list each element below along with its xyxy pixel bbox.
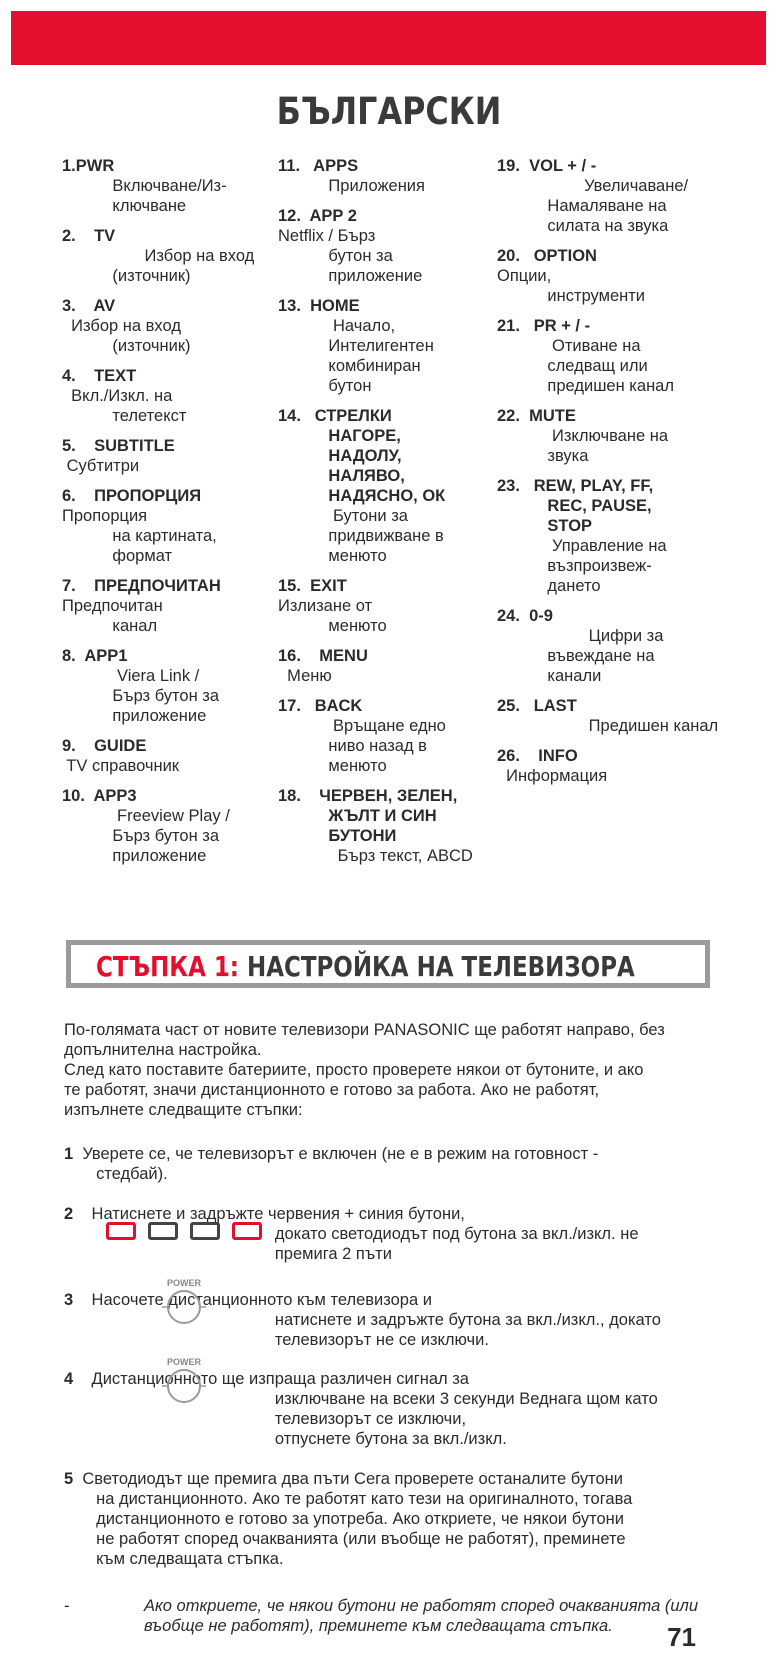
button-label: 25. LAST bbox=[497, 697, 577, 715]
button-description: Включване/Из- ключване bbox=[112, 177, 227, 215]
step-item bbox=[64, 1144, 598, 1184]
step-item bbox=[64, 1369, 658, 1449]
step-heading bbox=[96, 950, 635, 983]
remote-button-entry bbox=[497, 406, 737, 466]
button-label: 14. СТРЕЛКИ НАГОРЕ, НАДОЛУ, НАЛЯВО, НАДЯСНО, ОК bbox=[278, 407, 446, 505]
button-label: 17. BACK bbox=[278, 697, 363, 715]
note-dash: - bbox=[64, 1597, 70, 1615]
button-description: Начало, Интелигентен комбиниран бутон bbox=[328, 317, 434, 395]
button-description: Отиване на следващ или предишен канал bbox=[547, 337, 674, 395]
step-num: 5 bbox=[64, 1470, 74, 1488]
button-label: 5. SUBTITLE bbox=[62, 437, 175, 455]
step-num: 3 bbox=[64, 1291, 74, 1309]
button-label: 13. HOME bbox=[278, 297, 360, 315]
step-item bbox=[64, 1469, 632, 1569]
button-label: 16. MENU bbox=[278, 647, 368, 665]
header-red-bar bbox=[11, 11, 766, 65]
button-description: Цифри за въвеждане на канали bbox=[547, 627, 664, 685]
step-num: 2 bbox=[64, 1205, 74, 1223]
button-description: Пропорция на картината, формат bbox=[62, 507, 217, 565]
button-description: Viera Link / Бърз бутон за приложение bbox=[112, 667, 220, 725]
button-label: 18. ЧЕРВЕН, ЗЕЛЕН, ЖЪЛТ И СИН БУТОНИ bbox=[278, 787, 458, 845]
remote-button-entry bbox=[497, 696, 737, 736]
button-label: 10. APP3 bbox=[62, 787, 137, 805]
button-label: 19. VOL + / - bbox=[497, 157, 597, 175]
remote-button-entry bbox=[278, 696, 493, 776]
yellow-button-icon bbox=[190, 1222, 220, 1240]
note bbox=[64, 1596, 699, 1635]
button-label: 9. GUIDE bbox=[62, 737, 147, 755]
button-description: Избор на вход (източник) bbox=[112, 247, 255, 285]
remote-button-entry bbox=[62, 296, 272, 356]
remote-button-entry bbox=[62, 736, 272, 776]
power-button-icon bbox=[160, 1278, 208, 1326]
remote-button-entry bbox=[62, 436, 272, 476]
step-text: Насочете дистанционното към телевизора и натиснете и задръжте бутона за вкл./изкл., докато телевизорът не се изключи. bbox=[91, 1291, 661, 1349]
remote-button-entry bbox=[278, 646, 493, 686]
button-description: Информация bbox=[497, 767, 608, 785]
button-description: Бутони за придвижване в менюто bbox=[328, 507, 444, 565]
button-description: Изключване на звука bbox=[547, 427, 668, 465]
remote-button-entry bbox=[497, 476, 737, 596]
remote-button-entry bbox=[497, 606, 737, 686]
button-description: Управление на възпроизвеж- дането bbox=[547, 537, 667, 595]
step-text: Натиснете и задръжте червения + синия бутони, докато светодиодът под бутона за вкл./изкл. не премига 2 пъти bbox=[91, 1205, 639, 1263]
button-label: 2. TV bbox=[62, 227, 116, 245]
button-label: 26. INFO bbox=[497, 747, 578, 765]
power-label: POWER bbox=[166, 1357, 201, 1367]
red-button-icon bbox=[106, 1222, 136, 1240]
button-list-column-1 bbox=[62, 156, 272, 876]
button-label: 15. EXIT bbox=[278, 577, 347, 595]
blue-button-icon bbox=[232, 1222, 262, 1240]
button-description: Увеличаване/ Намаляване на силата на звука bbox=[547, 177, 689, 235]
button-label: 7. ПРЕДПОЧИТАН bbox=[62, 577, 221, 595]
button-label: 12. APP 2 bbox=[278, 207, 357, 225]
button-label: 1.PWR bbox=[62, 157, 115, 175]
button-label: 11. APPS bbox=[278, 157, 359, 175]
button-label: 22. MUTE bbox=[497, 407, 576, 425]
button-description: Избор на вход (източник) bbox=[71, 317, 191, 355]
step-text: Дистанционното ще изпраща различен сигнал за изключване на всеки 3 секунди Веднага щом като телевизорът се изключи, отпуснете бутона за вкл./изкл. bbox=[91, 1370, 658, 1448]
page-number: 71 bbox=[667, 1622, 696, 1652]
page-title: БЪЛГАРСКИ bbox=[276, 90, 502, 133]
button-description: Freeview Play / Бърз бутон за приложение bbox=[112, 807, 230, 865]
step-num: 4 bbox=[64, 1370, 74, 1388]
button-description: Предпочитан канал bbox=[62, 597, 163, 635]
remote-button-entry bbox=[497, 156, 737, 236]
step-text: Светодиодът ще премига два пъти Сега проверете останалите бутони на дистанционното. Ако те работят като тези на оригиналното, тогава дистанционното е готово за употреба. Ако откриете, че някои бутони не работят според очакванията (или въобще не работят), преминете към следващата стъпка. bbox=[82, 1470, 633, 1568]
step-text: Уверете се, че телевизорът е включен (не е в режим на готовност - стедбай). bbox=[82, 1145, 599, 1183]
step-item bbox=[64, 1290, 661, 1350]
button-description: Опции, инструменти bbox=[497, 267, 646, 305]
button-description: Субтитри bbox=[62, 457, 140, 475]
button-label: 24. 0-9 bbox=[497, 607, 553, 625]
remote-button-entry bbox=[62, 156, 272, 216]
button-description: Приложения bbox=[278, 177, 425, 195]
button-description: Меню bbox=[278, 667, 332, 685]
remote-button-entry bbox=[497, 746, 737, 786]
button-description: Netflix / Бърз бутон за приложение bbox=[278, 227, 423, 285]
power-label: POWER bbox=[166, 1278, 201, 1288]
button-description: Вкл./Изкл. на телетекст bbox=[71, 387, 187, 425]
button-list-column-2 bbox=[278, 156, 493, 876]
remote-button-entry bbox=[62, 226, 272, 286]
step-title-text: НАСТРОЙКА НА ТЕЛЕВИЗОРА bbox=[246, 950, 635, 983]
note-text: Ако откриете, че някои бутони не работят според очакванията (или въобще не работят), преминете към следващата стъпка. bbox=[144, 1597, 699, 1635]
remote-button-entry bbox=[278, 786, 493, 866]
remote-button-entry bbox=[497, 316, 737, 396]
remote-button-entry bbox=[278, 576, 493, 636]
remote-button-entry bbox=[62, 786, 272, 866]
button-label: 20. OPTION bbox=[497, 247, 597, 265]
step-heading-box bbox=[66, 940, 710, 988]
remote-button-entry bbox=[62, 576, 272, 636]
power-button-icon bbox=[160, 1357, 208, 1405]
step-number: СТЪПКА 1: bbox=[96, 950, 239, 983]
button-label: 6. ПРОПОРЦИЯ bbox=[62, 487, 202, 505]
green-button-icon bbox=[148, 1222, 178, 1240]
button-label: 3. AV bbox=[62, 297, 116, 315]
button-description: Излизане от менюто bbox=[278, 597, 387, 635]
button-description: Предишен канал bbox=[497, 717, 719, 735]
remote-button-entry bbox=[62, 486, 272, 566]
remote-button-entry bbox=[62, 646, 272, 726]
button-label: 8. APP1 bbox=[62, 647, 128, 665]
button-list-column-3 bbox=[497, 156, 737, 796]
remote-button-entry bbox=[497, 246, 737, 306]
button-label: 4. TEXT bbox=[62, 367, 137, 385]
remote-button-entry bbox=[278, 156, 493, 196]
button-description: Бърз текст, ABCD bbox=[278, 847, 473, 865]
intro-paragraph: По-голямата част от новите телевизори PANASONIC ще работят направо, без допълнителна настройка. След като поставите батериите, просто проверете някои от бутоните, и ако те работят, значи дистанционното е готово за работа. Ако не работят, изпълнете следващите стъпки: bbox=[64, 1021, 665, 1119]
remote-button-entry bbox=[62, 366, 272, 426]
remote-button-entry bbox=[278, 296, 493, 396]
button-description: TV справочник bbox=[62, 757, 180, 775]
step-num: 1 bbox=[64, 1145, 74, 1163]
button-description: Връщане едно ниво назад в менюто bbox=[328, 717, 446, 775]
button-label: 21. PR + / - bbox=[497, 317, 591, 335]
remote-button-entry bbox=[278, 406, 493, 566]
button-label: 23. REW, PLAY, FF, REC, PAUSE, STOP bbox=[497, 477, 654, 535]
remote-button-entry bbox=[278, 206, 493, 286]
